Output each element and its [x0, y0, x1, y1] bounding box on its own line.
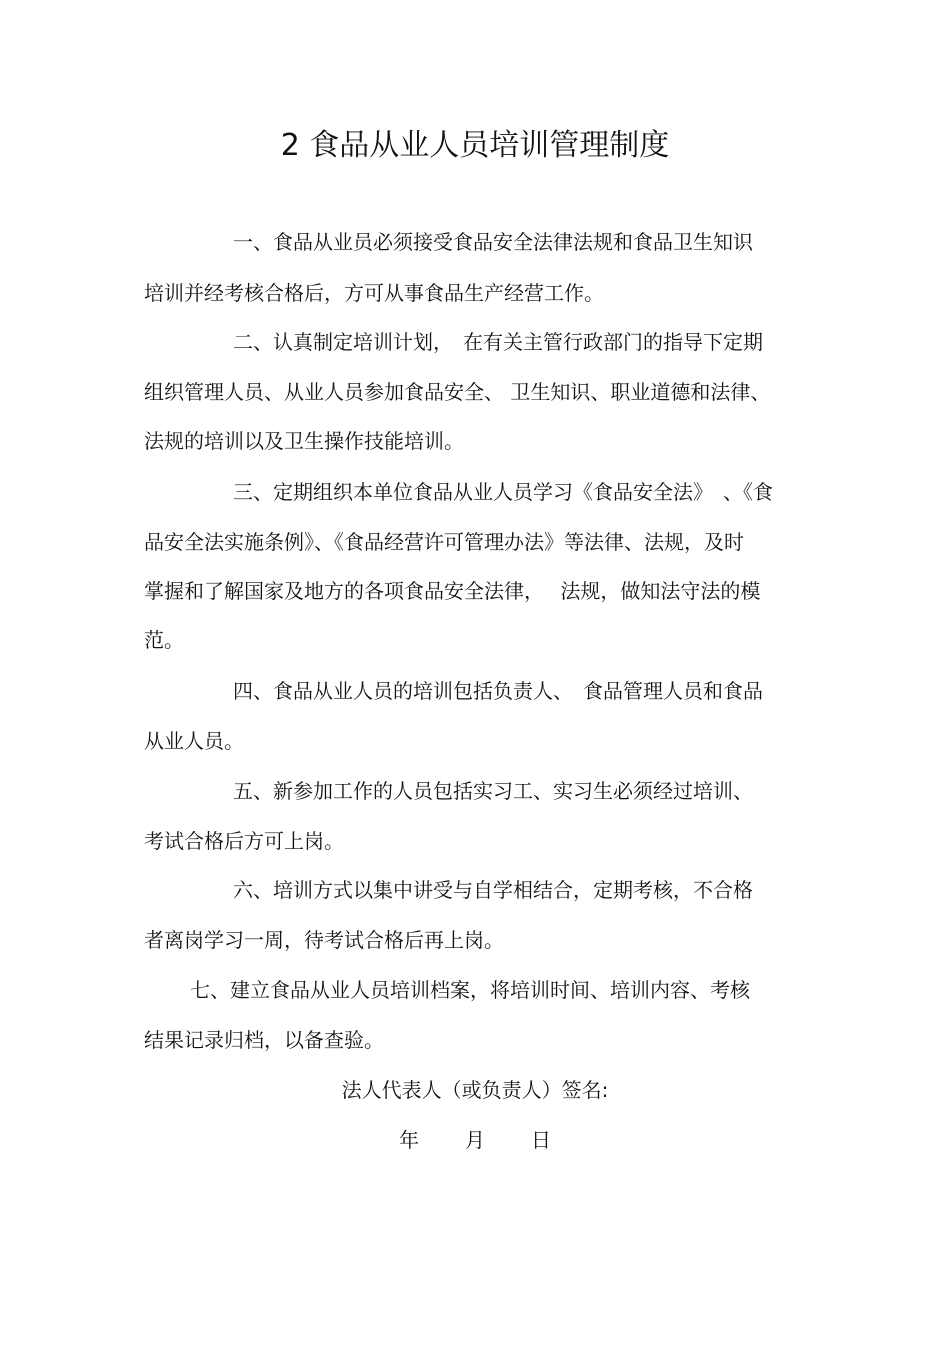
paragraph-3-line-1: 三、定期组织本单位食品从业人员学习《食品安全法》 、《食: [233, 480, 773, 504]
document-title: 2 食品从业人员培训管理制度: [280, 128, 670, 163]
paragraph-1-line-2: 培训并经考核合格后，方可从事食品生产经营工作。: [144, 281, 604, 305]
paragraph-4-line-1: 四、食品从业人员的培训包括负责人、 食品管理人员和食品: [233, 679, 763, 703]
paragraph-6-line-2: 者离岗学习一周，待考试合格后再上岗。: [144, 928, 504, 952]
paragraph-5-line-1: 五、新参加工作的人员包括实习工、实习生必须经过培训、: [233, 779, 753, 803]
paragraph-6-line-1: 六、培训方式以集中讲受与自学相结合，定期考核，不合格: [233, 878, 753, 902]
paragraph-2-line-3: 法规的培训以及卫生操作技能培训。: [144, 429, 464, 453]
paragraph-5-line-2: 考试合格后方可上岗。: [144, 829, 344, 853]
date-year-label: 年: [399, 1128, 419, 1152]
date-day-label: 日: [531, 1128, 551, 1152]
date-line: [0, 1125, 950, 1155]
paragraph-3-line-2: 品安全法实施条例》、《食品经营许可管理办法》等法律、法规，及时: [144, 530, 744, 554]
paragraph-7-line-2: 结果记录归档，以备查验。: [144, 1028, 384, 1052]
paragraph-2-line-2: 组织管理人员、从业人员参加食品安全、 卫生知识、职业道德和法律、: [144, 380, 771, 404]
paragraph-3-line-3: 掌握和了解国家及地方的各项食品安全法律， 法规，做知法守法的模: [144, 579, 761, 603]
signature-label: 法人代表人（或负责人）签名:: [341, 1078, 609, 1102]
paragraph-7-line-1: 七、建立食品从业人员培训档案，将培训时间、培训内容、考核: [190, 978, 750, 1002]
paragraph-4-line-2: 从业人员。: [144, 729, 244, 753]
paragraph-2-line-1: 二、认真制定培训计划， 在有关主管行政部门的指导下定期: [233, 330, 763, 354]
date-month-label: 月: [465, 1128, 485, 1152]
paragraph-1-line-1: 一、食品从业员必须接受食品安全法律法规和食品卫生知识: [233, 230, 753, 254]
paragraph-3-line-4: 范。: [144, 628, 184, 652]
